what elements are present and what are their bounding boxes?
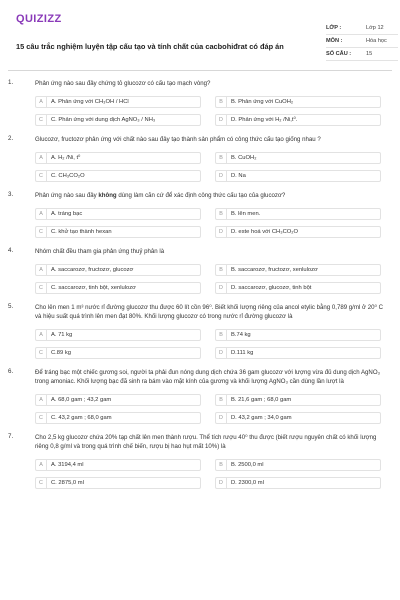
question-text-part: Phản ứng nào sau đây bbox=[35, 192, 99, 199]
quizizz-logo[interactable]: QUIZIZZ bbox=[16, 13, 62, 25]
meta-label: MÔN : bbox=[326, 38, 343, 44]
question-number: 4. bbox=[8, 247, 14, 254]
option-letter: A bbox=[36, 460, 47, 470]
option-d[interactable] bbox=[215, 347, 381, 359]
meta-row-class bbox=[326, 22, 398, 35]
options-grid bbox=[35, 459, 381, 489]
option-letter: B bbox=[216, 97, 227, 107]
question-text: Cho 2,5 kg glucozơ chứa 20% tạp chất lên men thành rượu. Thể tích rượu 40⁰ thu được (biết rượu nguyên chất có khối lượng riêng 0,8 g/ml và trong quá trình chế biến, rượu bị hao hụt mất 10%) là bbox=[35, 434, 377, 450]
question-number: 1. bbox=[8, 79, 14, 86]
question-text: Để tráng bạc một chiếc gương soi, người ta phải đun nóng dung dịch chứa 36 gam glucozơ với lượng vừa đủ dung dịch AgNO₃ trong amoniac. Khối lượng bạc đã sinh ra bám vào mặt kính của gương và khối lượng AgNO₃ cần dùng lần lượt là bbox=[35, 369, 381, 385]
option-letter: D bbox=[216, 171, 227, 181]
option-text: B. 21,6 gam ; 68,0 gam bbox=[231, 397, 292, 403]
option-text: B.74 kg bbox=[231, 332, 251, 338]
option-text: D. 43,2 gam ; 34,0 gam bbox=[231, 415, 292, 421]
option-text: A. 71 kg bbox=[51, 332, 73, 338]
option-c[interactable] bbox=[35, 226, 201, 238]
option-letter: D bbox=[216, 413, 227, 423]
option-letter: A bbox=[36, 97, 47, 107]
option-letter: C bbox=[36, 115, 47, 125]
question-text: Glucozơ, fructozơ phản ứng với chất nào sau đây tạo thành sản phẩm có công thức cấu tạo giống nhau ? bbox=[35, 136, 321, 143]
option-text: B. saccarozơ, fructozơ, xenlulozơ bbox=[231, 267, 318, 273]
option-a[interactable] bbox=[35, 394, 201, 406]
option-c[interactable] bbox=[35, 114, 201, 126]
option-letter: D bbox=[216, 227, 227, 237]
option-text: C. CH₃CO₂O bbox=[51, 173, 85, 179]
option-text: C.89 kg bbox=[51, 350, 71, 356]
meta-value: Hóa học bbox=[366, 38, 387, 44]
option-text: D. Na bbox=[231, 173, 246, 179]
option-text: B. lên men. bbox=[231, 211, 261, 217]
question-number: 2. bbox=[8, 135, 14, 142]
option-b[interactable] bbox=[215, 459, 381, 471]
option-letter: B bbox=[216, 153, 227, 163]
option-d[interactable] bbox=[215, 412, 381, 424]
options-grid bbox=[35, 208, 381, 238]
question-text bbox=[35, 191, 390, 200]
option-letter: D bbox=[216, 478, 227, 488]
option-d[interactable] bbox=[215, 477, 381, 489]
option-text: C. saccarozơ, tinh bột, xenlulozơ bbox=[51, 285, 136, 291]
option-text: B. 2500,0 ml bbox=[231, 462, 264, 468]
question-7 bbox=[8, 433, 392, 489]
option-letter: A bbox=[36, 153, 47, 163]
question-text: Nhóm chất đều tham gia phản ứng thuỷ phân là bbox=[35, 248, 165, 255]
option-c[interactable] bbox=[35, 282, 201, 294]
option-letter: A bbox=[36, 265, 47, 275]
option-c[interactable] bbox=[35, 170, 201, 182]
option-letter: D bbox=[216, 348, 227, 358]
option-a[interactable] bbox=[35, 152, 201, 164]
meta-row-count bbox=[326, 48, 398, 61]
question-text-part: dùng làm căn cứ để xác định công thức cấu tạo của glucozơ? bbox=[116, 192, 286, 199]
option-b[interactable] bbox=[215, 394, 381, 406]
option-letter: D bbox=[216, 283, 227, 293]
options-grid bbox=[35, 394, 381, 424]
meta-value: Lớp 12 bbox=[366, 25, 384, 31]
question-number: 7. bbox=[8, 433, 14, 440]
option-text: C. Phản ứng với dung dịch AgNO₃ / NH₃ bbox=[51, 117, 156, 123]
question-2 bbox=[8, 135, 392, 182]
option-a[interactable] bbox=[35, 264, 201, 276]
option-letter: C bbox=[36, 478, 47, 488]
question-emphasis: không bbox=[98, 192, 117, 199]
option-letter: C bbox=[36, 283, 47, 293]
option-text: A. Phản ứng với CH₃OH / HCl bbox=[51, 99, 129, 105]
question-list bbox=[8, 79, 392, 498]
option-c[interactable] bbox=[35, 412, 201, 424]
option-letter: B bbox=[216, 395, 227, 405]
question-1 bbox=[8, 79, 392, 126]
option-c[interactable] bbox=[35, 347, 201, 359]
option-letter: C bbox=[36, 171, 47, 181]
option-letter: B bbox=[216, 460, 227, 470]
header-divider bbox=[8, 70, 392, 71]
meta-label: LỚP : bbox=[326, 25, 342, 31]
options-grid bbox=[35, 329, 381, 359]
question-number: 5. bbox=[8, 303, 14, 310]
option-text: B. CuOH₂ bbox=[231, 155, 257, 161]
option-a[interactable] bbox=[35, 459, 201, 471]
question-5 bbox=[8, 303, 392, 359]
option-letter: C bbox=[36, 227, 47, 237]
option-d[interactable] bbox=[215, 170, 381, 182]
option-a[interactable] bbox=[35, 96, 201, 108]
page-title: 15 câu trắc nghiệm luyện tập cấu tạo và tính chất của cacbohiđrat có đáp án bbox=[16, 42, 284, 51]
option-text: C. 43,2 gam ; 68,0 gam bbox=[51, 415, 112, 421]
question-3 bbox=[8, 191, 392, 238]
option-text: A. tráng bạc bbox=[51, 211, 83, 217]
option-letter: B bbox=[216, 330, 227, 340]
option-text: A. 3194,4 ml bbox=[51, 462, 84, 468]
option-text: B. Phản ứng với CuOH₂ bbox=[231, 99, 294, 105]
option-text: D.111 kg bbox=[231, 350, 254, 356]
option-text: D. Phản ứng với H₂ /Ni,t⁰. bbox=[231, 117, 298, 123]
option-letter: A bbox=[36, 330, 47, 340]
worksheet-header bbox=[8, 10, 392, 68]
question-text: Phản ứng nào sau đây chứng tỏ glucozơ có cấu tạo mạch vòng? bbox=[35, 80, 211, 87]
option-letter: B bbox=[216, 265, 227, 275]
option-b[interactable] bbox=[215, 264, 381, 276]
option-b[interactable] bbox=[215, 152, 381, 164]
option-text: C. khử tạo thành hexan bbox=[51, 229, 112, 235]
option-letter: C bbox=[36, 348, 47, 358]
option-text: A. H₂ /Ni, t⁰ bbox=[51, 155, 81, 161]
question-6 bbox=[8, 368, 392, 424]
option-a[interactable] bbox=[35, 208, 201, 220]
option-letter: A bbox=[36, 395, 47, 405]
option-text: C. 2875,0 ml bbox=[51, 480, 84, 486]
meta-table bbox=[326, 22, 398, 61]
question-number: 3. bbox=[8, 191, 14, 198]
option-a[interactable] bbox=[35, 329, 201, 341]
option-letter: A bbox=[36, 209, 47, 219]
option-letter: B bbox=[216, 209, 227, 219]
question-4 bbox=[8, 247, 392, 294]
option-b[interactable] bbox=[215, 208, 381, 220]
option-b[interactable] bbox=[215, 96, 381, 108]
option-text: D. saccarozơ, glucozơ, tinh bột bbox=[231, 285, 312, 291]
question-number: 6. bbox=[8, 368, 14, 375]
option-letter: C bbox=[36, 413, 47, 423]
option-d[interactable] bbox=[215, 114, 381, 126]
option-text: A. 68,0 gam ; 43,2 gam bbox=[51, 397, 112, 403]
option-d[interactable] bbox=[215, 282, 381, 294]
meta-value: 15 bbox=[366, 51, 373, 57]
question-text: Cho lên men 1 m³ nước rỉ đường glucozơ thu được 60 lít cồn 96⁰. Biết khối lượng riêng của ancol etylic bằng 0,789 g/ml ở 20⁰ C và hiệu suất quá trình lên men đạt 80%. Khối lượng glucozơ có trong nước rỉ đường glucozơ là bbox=[35, 304, 384, 320]
options-grid bbox=[35, 96, 381, 126]
options-grid bbox=[35, 152, 381, 182]
meta-label: SỐ CÂU : bbox=[326, 51, 352, 57]
option-b[interactable] bbox=[215, 329, 381, 341]
option-c[interactable] bbox=[35, 477, 201, 489]
option-text: A. saccarozơ, fructozơ, glucozơ bbox=[51, 267, 134, 273]
option-text: D. este hoá với CH₃CO₂O bbox=[231, 229, 299, 235]
option-d[interactable] bbox=[215, 226, 381, 238]
option-text: D. 2300,0 ml bbox=[231, 480, 264, 486]
meta-row-subject bbox=[326, 35, 398, 48]
options-grid bbox=[35, 264, 381, 294]
option-letter: D bbox=[216, 115, 227, 125]
